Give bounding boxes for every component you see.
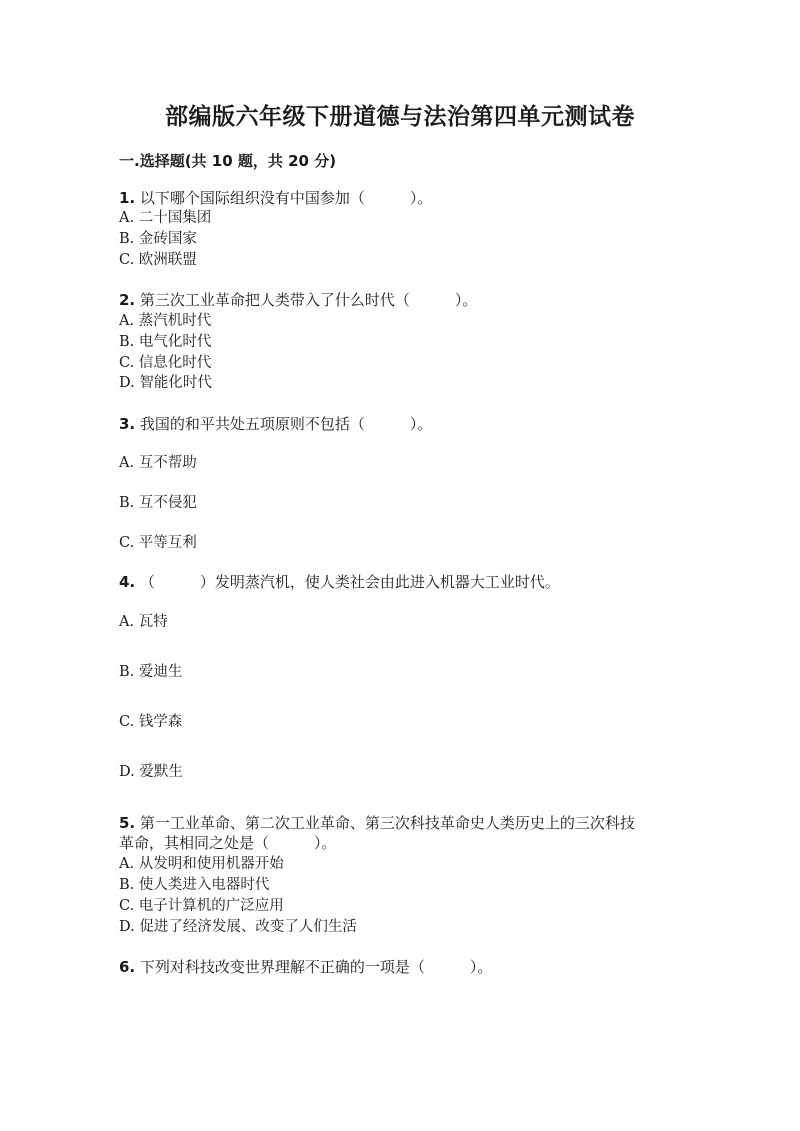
question-1 xyxy=(119,188,679,209)
question-text: 以下哪个国际组织没有中国参加（ ）。 xyxy=(139,189,433,207)
question-text-line1: 第一工业革命、第二次工业革命、第三次科技革命史人类历史上的三次科技 xyxy=(139,814,635,832)
question-text: 第三次工业革命把人类带入了什么时代（ ）。 xyxy=(139,291,478,309)
option-2c: C. 信息化时代 xyxy=(119,355,212,371)
question-number: 4. xyxy=(119,573,136,591)
option-1b: B. 金砖国家 xyxy=(119,231,197,247)
option-5c: C. 电子计算机的广泛应用 xyxy=(119,898,284,914)
option-4c: C. 钱学森 xyxy=(119,714,183,730)
option-4b: B. 爱迪生 xyxy=(119,664,183,680)
question-text: （ ）发明蒸汽机，使人类社会由此进入机器大工业时代。 xyxy=(139,573,560,591)
question-number: 1. xyxy=(119,189,136,207)
question-3 xyxy=(119,414,679,435)
option-2a: A. 蒸汽机时代 xyxy=(119,313,212,329)
option-5d: D. 促进了经济发展、改变了人们生活 xyxy=(119,919,357,935)
question-number: 6. xyxy=(119,958,136,976)
question-number: 5. xyxy=(119,814,136,832)
option-5a: A. 从发明和使用机器开始 xyxy=(119,856,284,872)
option-3c: C. 平等互利 xyxy=(119,535,197,551)
option-3b: B. 互不侵犯 xyxy=(119,495,197,511)
question-5-continued: 革命，其相同之处是（ ）。 xyxy=(119,834,337,852)
option-4d: D. 爱默生 xyxy=(119,764,183,780)
option-5b: B. 使人类进入电器时代 xyxy=(119,877,270,893)
option-4a: A. 瓦特 xyxy=(119,614,168,630)
option-1c: C. 欧洲联盟 xyxy=(119,252,197,268)
option-2b: B. 电气化时代 xyxy=(119,334,212,350)
option-1a: A. 二十国集团 xyxy=(119,210,212,226)
question-6 xyxy=(119,957,679,978)
option-3a: A. 互不帮助 xyxy=(119,455,197,471)
question-5 xyxy=(119,813,679,834)
question-number: 2. xyxy=(119,291,136,309)
question-text: 下列对科技改变世界理解不正确的一项是（ ）。 xyxy=(139,958,493,976)
page-title: 部编版六年级下册道德与法治第四单元测试卷 xyxy=(165,104,635,130)
section-heading: 一.选择题(共 10 题，共 20 分) xyxy=(119,152,337,170)
question-4 xyxy=(119,572,679,593)
question-2 xyxy=(119,290,679,311)
option-2d: D. 智能化时代 xyxy=(119,375,212,391)
question-number: 3. xyxy=(119,415,136,433)
question-text: 我国的和平共处五项原则不包括（ ）。 xyxy=(139,415,433,433)
